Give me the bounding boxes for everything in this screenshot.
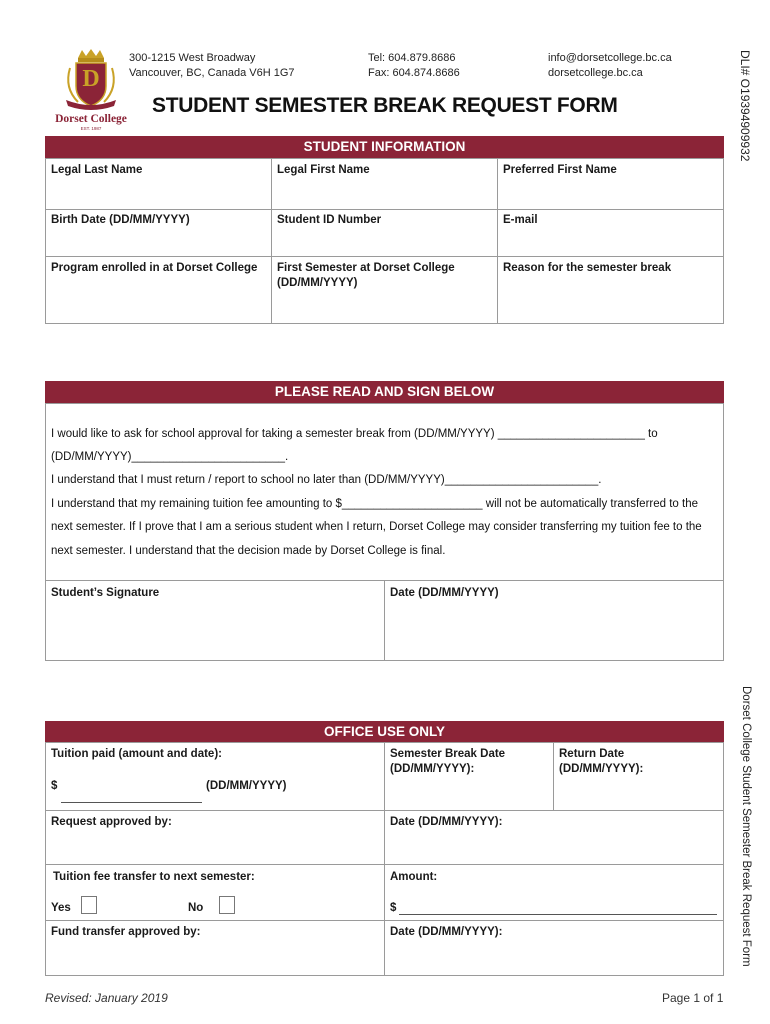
first-semester-format: (DD/MM/YYYY) bbox=[277, 277, 358, 289]
semester-break-date-label: Semester Break Date bbox=[390, 748, 506, 760]
request-approved-by-field[interactable]: Request approved by: bbox=[51, 816, 172, 828]
address-line1: 300-1215 West Broadway bbox=[129, 52, 256, 64]
agreement-line-1: I would like to ask for school approval for taking a semester break from (DD/MM/YYYY) _______________________ to bbox=[51, 428, 658, 440]
agreement-line-3: I understand that I must return / report to school no later than (DD/MM/YYYY)________________________. bbox=[51, 474, 602, 486]
legal-first-name-field[interactable]: Legal First Name bbox=[277, 164, 370, 176]
form-name-vertical: Dorset College Student Semester Break Request Form bbox=[740, 686, 752, 967]
page-title: STUDENT SEMESTER BREAK REQUEST FORM bbox=[152, 94, 618, 117]
tuition-transfer-label: Tuition fee transfer to next semester: bbox=[53, 871, 255, 883]
semester-break-date-field[interactable] bbox=[390, 747, 505, 777]
amount-dollar-sign: $ bbox=[390, 902, 397, 914]
student-info-heading: STUDENT INFORMATION bbox=[45, 136, 724, 158]
logo-college-name: Dorset College bbox=[55, 113, 127, 125]
request-approval-date-field[interactable]: Date (DD/MM/YYYY): bbox=[390, 816, 503, 828]
amount-label: Amount: bbox=[390, 871, 438, 883]
agreement-line-6: next semester. I understand that the decision made by Dorset College is final. bbox=[51, 545, 446, 557]
student-id-field[interactable]: Student ID Number bbox=[277, 214, 382, 226]
address-line2: Vancouver, BC, Canada V6H 1G7 bbox=[129, 67, 295, 79]
email-link[interactable]: info@dorsetcollege.bc.ca bbox=[548, 52, 672, 64]
amount-input-line[interactable] bbox=[399, 914, 717, 915]
online-block bbox=[548, 51, 672, 81]
website-link[interactable]: dorsetcollege.bc.ca bbox=[548, 67, 643, 79]
yes-checkbox[interactable] bbox=[81, 896, 97, 914]
email-field[interactable]: E-mail bbox=[503, 214, 538, 226]
student-signature-field[interactable]: Student’s Signature bbox=[51, 587, 160, 599]
return-date-format: (DD/MM/YYYY): bbox=[559, 763, 644, 775]
agreement-line-5: next semester. If I prove that I am a serious student when I return, Dorset College may consider transferring my tuition fee to the bbox=[51, 521, 702, 533]
fax-number: Fax: 604.874.8686 bbox=[368, 67, 460, 79]
page-number: Page 1 of 1 bbox=[662, 991, 724, 1005]
tuition-paid-field[interactable]: Tuition paid (amount and date): bbox=[51, 748, 222, 760]
semester-break-date-format: (DD/MM/YYYY): bbox=[390, 763, 475, 775]
student-info-table bbox=[45, 158, 724, 324]
return-date-label: Return Date bbox=[559, 748, 625, 760]
birth-date-field[interactable]: Birth Date (DD/MM/YYYY) bbox=[51, 214, 190, 226]
preferred-first-name-field[interactable]: Preferred First Name bbox=[503, 164, 617, 176]
fund-transfer-date-field[interactable]: Date (DD/MM/YYYY): bbox=[390, 926, 503, 938]
fund-transfer-approved-by-field[interactable]: Fund transfer approved by: bbox=[51, 926, 201, 938]
address-block bbox=[129, 51, 295, 81]
tel-number: Tel: 604.879.8686 bbox=[368, 52, 456, 64]
agreement-line-2: (DD/MM/YYYY)________________________. bbox=[51, 451, 289, 463]
program-field[interactable]: Program enrolled in at Dorset College bbox=[51, 262, 258, 274]
phone-block bbox=[368, 51, 460, 81]
first-semester-field[interactable] bbox=[277, 261, 455, 291]
no-checkbox[interactable] bbox=[219, 896, 235, 914]
tuition-date-format: (DD/MM/YYYY) bbox=[206, 780, 287, 792]
college-logo bbox=[56, 48, 126, 132]
yes-label: Yes bbox=[51, 902, 71, 914]
signature-date-field[interactable]: Date (DD/MM/YYYY) bbox=[390, 587, 499, 599]
agreement-line-4: I understand that my remaining tuition fee amounting to $______________________ will not be automatically transferred to the bbox=[51, 498, 698, 510]
office-heading: OFFICE USE ONLY bbox=[45, 721, 724, 743]
reason-field[interactable]: Reason for the semester break bbox=[503, 262, 672, 274]
legal-last-name-field[interactable]: Legal Last Name bbox=[51, 164, 143, 176]
tuition-dollar-sign: $ bbox=[51, 780, 58, 792]
logo-motto: EST. 1987 bbox=[80, 126, 102, 131]
revised-date: Revised: January 2019 bbox=[45, 991, 168, 1005]
no-label: No bbox=[188, 902, 204, 914]
logo-initial: D bbox=[82, 66, 100, 92]
first-semester-label: First Semester at Dorset College bbox=[277, 262, 455, 274]
agreement-heading: PLEASE READ AND SIGN BELOW bbox=[45, 381, 724, 403]
return-date-field[interactable] bbox=[559, 747, 643, 777]
dli-number: DLI# O19394909932 bbox=[738, 50, 752, 162]
